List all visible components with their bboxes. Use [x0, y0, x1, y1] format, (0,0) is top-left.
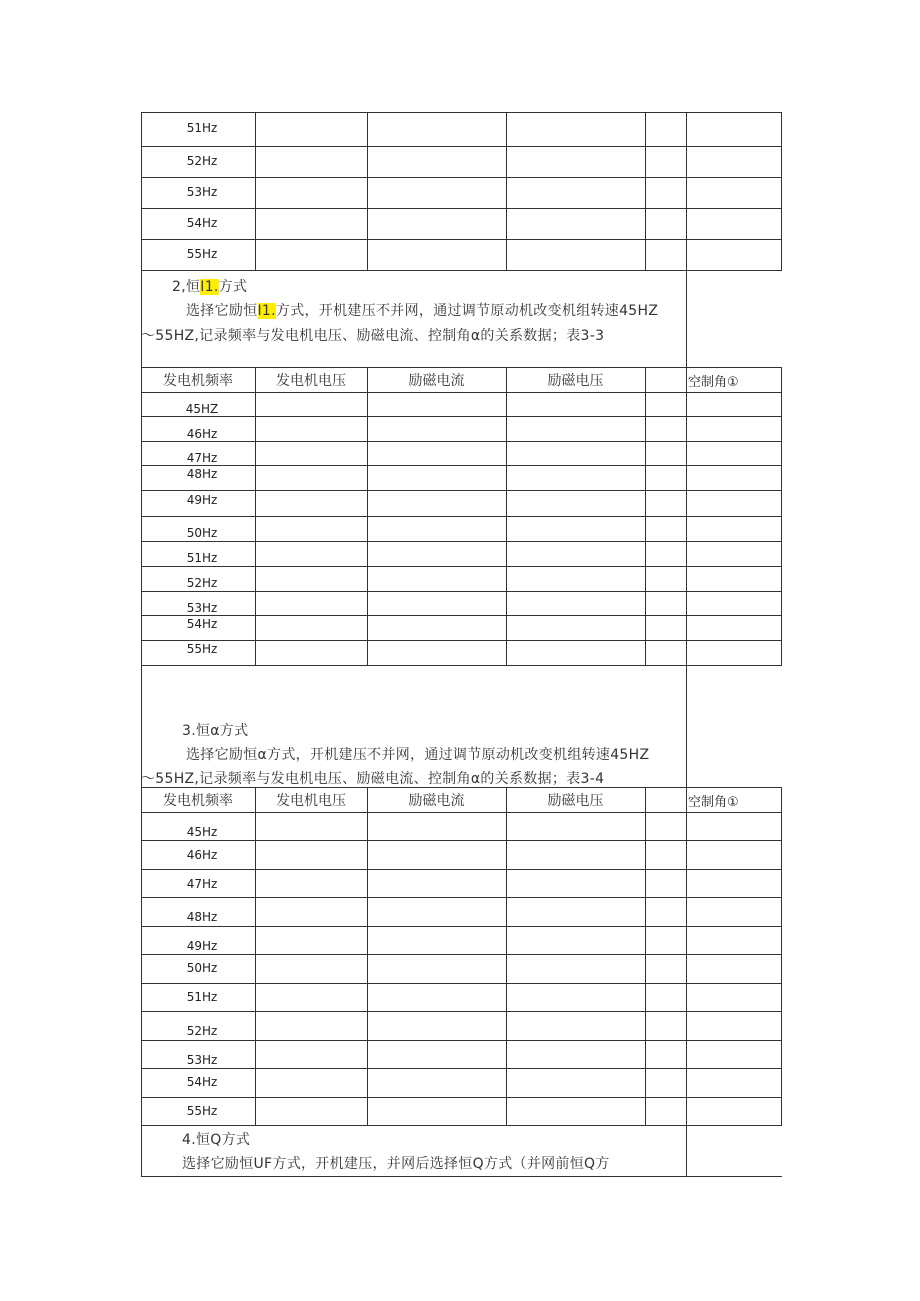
freq-cell: 50Hz — [186, 961, 218, 975]
highlight-mark: I1. — [200, 279, 219, 295]
header-frequency: 发电机频率 — [163, 373, 233, 389]
freq-cell: 52Hz — [186, 154, 218, 168]
freq-cell: 54Hz — [186, 216, 218, 230]
freq-cell: 45HZ — [185, 402, 219, 416]
section-2-title: 2,恒I1.方式 — [172, 279, 248, 295]
freq-cell: 54Hz — [186, 1075, 218, 1089]
freq-cell: 49Hz — [186, 939, 218, 953]
section-4-title: 4.恒Q方式 — [182, 1132, 251, 1148]
section-2-line-1: 选择它励恒I1.方式，开机建压不并网，通过调节原动机改变机组转速45HZ — [186, 303, 659, 319]
freq-cell: 55Hz — [186, 1104, 218, 1118]
highlight-mark: I1. — [257, 303, 276, 319]
freq-cell: 46Hz — [186, 848, 218, 862]
header-control-angle: 空制角① — [688, 795, 739, 810]
header-excitation-voltage: 励磁电压 — [547, 793, 604, 809]
freq-cell: 48Hz — [186, 910, 218, 924]
header-excitation-voltage: 励磁电压 — [547, 373, 604, 389]
freq-cell: 47Hz — [186, 877, 218, 891]
section-3-line-2: ～55HZ,记录频率与发电机电压、励磁电流、控制角α的关系数据；表3-4 — [141, 771, 605, 787]
header-excitation-current: 励磁电流 — [408, 373, 465, 389]
freq-cell: 49Hz — [186, 493, 218, 507]
section-2-line-2: ～55HZ,记录频率与发电机电压、励磁电流、控制角α的关系数据；表3-3 — [141, 328, 605, 344]
freq-cell: 53Hz — [186, 601, 218, 615]
freq-cell: 52Hz — [186, 576, 218, 590]
section-3-title: 3.恒α方式 — [182, 723, 249, 739]
freq-cell: 53Hz — [186, 185, 218, 199]
freq-cell: 51Hz — [186, 121, 218, 135]
header-generator-voltage: 发电机电压 — [276, 793, 346, 809]
freq-cell: 51Hz — [186, 551, 218, 565]
freq-cell: 46Hz — [186, 427, 218, 441]
freq-cell: 55Hz — [186, 642, 218, 656]
freq-cell: 51Hz — [186, 990, 218, 1004]
header-control-angle: 空制角① — [688, 375, 739, 390]
freq-cell: 47Hz — [186, 451, 218, 465]
freq-cell: 50Hz — [186, 526, 218, 540]
section-4-line-1: 选择它励恒UF方式，开机建压，并网后选择恒Q方式（并网前恒Q方 — [182, 1156, 610, 1172]
header-frequency: 发电机频率 — [163, 793, 233, 809]
header-generator-voltage: 发电机电压 — [276, 373, 346, 389]
freq-cell: 48Hz — [186, 467, 218, 481]
freq-cell: 54Hz — [186, 617, 218, 631]
freq-cell: 52Hz — [186, 1024, 218, 1038]
section-3-line-1: 选择它励恒α方式，开机建压不并网，通过调节原动机改变机组转速45HZ — [186, 747, 650, 763]
freq-cell: 45Hz — [186, 825, 218, 839]
header-excitation-current: 励磁电流 — [408, 793, 465, 809]
freq-cell: 55Hz — [186, 247, 218, 261]
freq-cell: 53Hz — [186, 1053, 218, 1067]
